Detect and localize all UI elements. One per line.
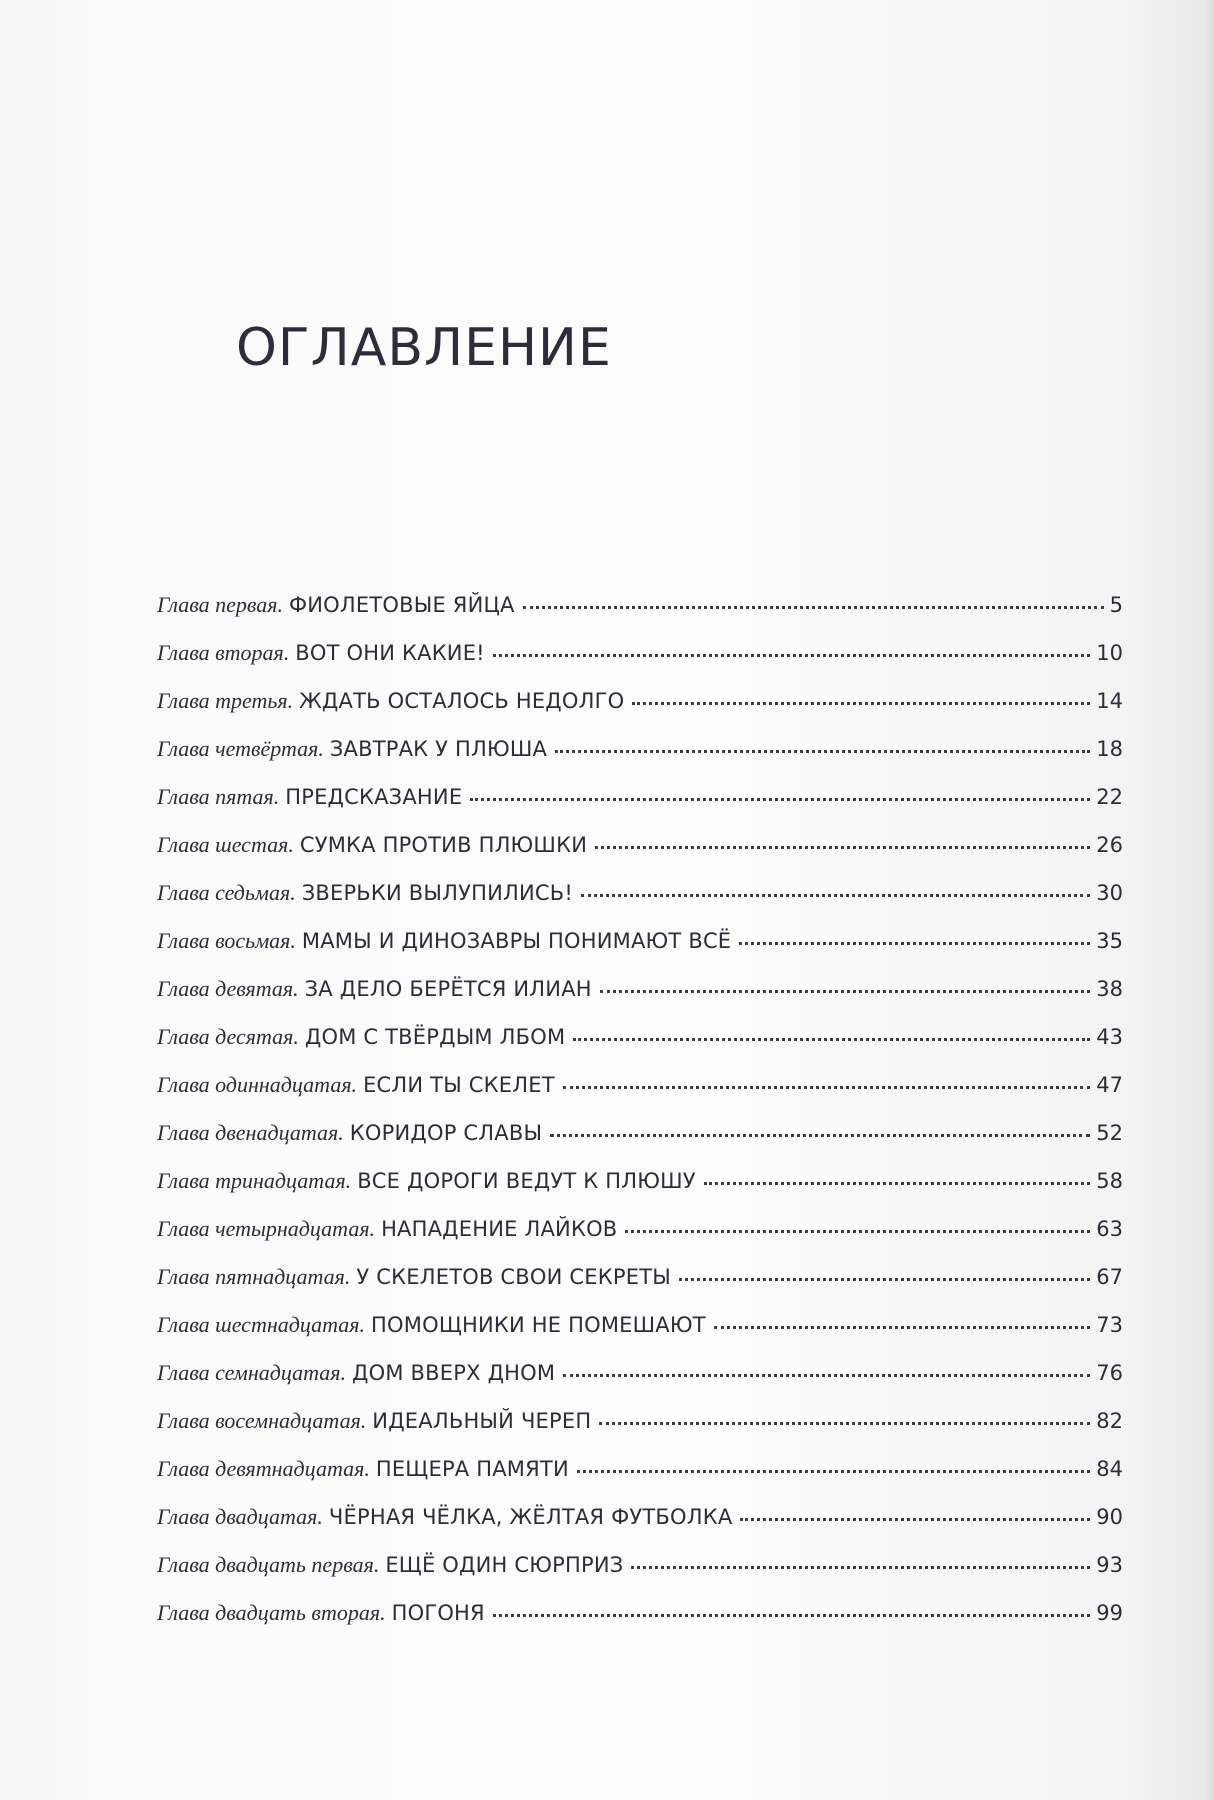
dot-leader [714,1326,1091,1329]
page-edge-shadow [1204,0,1214,1800]
page-number: 84 [1096,1457,1123,1481]
chapter-title: ДОМ С ТВЁРДЫМ ЛБОМ [304,1025,566,1049]
toc-entry [157,1552,1123,1600]
chapter-number: Глава двадцать первая. [157,1552,380,1577]
page-number: 30 [1096,881,1123,905]
dot-leader [563,1374,1090,1377]
dot-leader [573,1038,1090,1041]
chapter-number: Глава вторая. [157,640,290,665]
chapter-title: ПОГОНЯ [391,1601,485,1625]
chapter-title: ИДЕАЛЬНЫЙ ЧЕРЕП [372,1409,592,1433]
toc-entry [157,688,1123,736]
chapter-number: Глава двенадцатая. [157,1120,344,1145]
dot-leader [599,1422,1090,1425]
chapter-title: СУМКА ПРОТИВ ПЛЮШКИ [299,833,588,857]
dot-leader [563,1086,1091,1089]
page-number: 14 [1096,689,1123,713]
chapter-number: Глава тринадцатая. [157,1168,352,1193]
chapter-title: У СКЕЛЕТОВ СВОИ СЕКРЕТЫ [356,1265,671,1289]
toc-entry [157,1216,1123,1264]
toc-entry [157,880,1123,928]
page-number: 90 [1096,1505,1123,1529]
chapter-number: Глава восьмая. [157,928,296,953]
chapter-number: Глава шестая. [157,832,294,857]
dot-leader [679,1278,1090,1281]
chapter-title: ЕЩЁ ОДИН СЮРПРИЗ [385,1553,624,1577]
chapter-title: ЗВЕРЬКИ ВЫЛУПИЛИСЬ! [301,881,574,905]
toc-entry [157,1264,1123,1312]
chapter-title: ВСЕ ДОРОГИ ВЕДУТ К ПЛЮШУ [357,1169,696,1193]
chapter-title: ЗАВТРАК У ПЛЮША [329,737,548,761]
toc-entry [157,736,1123,784]
chapter-number: Глава двадцатая. [157,1504,323,1529]
chapter-number: Глава пятнадцатая. [157,1264,351,1289]
chapter-number: Глава одиннадцатая. [157,1072,358,1097]
page-number: 47 [1096,1073,1123,1097]
page-number: 52 [1096,1121,1123,1145]
toc-entry [157,1504,1123,1552]
dot-leader [470,798,1090,801]
chapter-number: Глава четырнадцатая. [157,1216,376,1241]
chapter-title: КОРИДОР СЛАВЫ [349,1121,543,1145]
dot-leader [600,990,1091,993]
dot-leader [493,1614,1090,1617]
chapter-number: Глава седьмая. [157,880,296,905]
toc-entry [157,976,1123,1024]
dot-leader [625,1230,1090,1233]
chapter-number: Глава восемнадцатая. [157,1408,367,1433]
toc-entry [157,1024,1123,1072]
page-number: 63 [1096,1217,1123,1241]
page-number: 43 [1096,1025,1123,1049]
chapter-title: ЧЁРНАЯ ЧЁЛКА, ЖЁЛТАЯ ФУТБОЛКА [328,1505,733,1529]
page-number: 58 [1096,1169,1123,1193]
dot-leader [740,1518,1090,1521]
page-number: 10 [1096,641,1123,665]
page-number: 5 [1109,593,1123,617]
chapter-number: Глава четвёртая. [157,736,324,761]
dot-leader [550,1134,1090,1137]
toc-entry [157,784,1123,832]
toc-entry [157,1168,1123,1216]
page-number: 82 [1096,1409,1123,1433]
page-number: 99 [1096,1601,1123,1625]
chapter-number: Глава пятая. [157,784,280,809]
dot-leader [577,1470,1090,1473]
dot-leader [555,750,1090,753]
chapter-title: ДОМ ВВЕРХ ДНОМ [352,1361,556,1385]
toc-entry [157,592,1123,640]
toc-entry [157,1120,1123,1168]
chapter-title: ПРЕДСКАЗАНИЕ [285,785,463,809]
page-number: 18 [1096,737,1123,761]
toc-entry [157,928,1123,976]
chapter-title: ЗА ДЕЛО БЕРЁТСЯ ИЛИАН [304,977,592,1001]
dot-leader [739,942,1090,945]
toc-entry [157,1072,1123,1120]
dot-leader [595,846,1090,849]
toc-entry [157,1360,1123,1408]
toc-entry [157,1456,1123,1504]
page-number: 73 [1096,1313,1123,1337]
chapter-number: Глава первая. [157,592,283,617]
toc-entry [157,1408,1123,1456]
chapter-title: ЖДАТЬ ОСТАЛОСЬ НЕДОЛГО [299,689,625,713]
chapter-number: Глава двадцать вторая. [157,1600,386,1625]
page-number: 76 [1096,1361,1123,1385]
page-number: 67 [1096,1265,1123,1289]
page-number: 26 [1096,833,1123,857]
page-number: 93 [1096,1553,1123,1577]
dot-leader [632,702,1090,705]
chapter-title: ВОТ ОНИ КАКИЕ! [295,641,485,665]
chapter-title: МАМЫ И ДИНОЗАВРЫ ПОНИМАЮТ ВСЁ [301,929,732,953]
chapter-title: ПЕЩЕРА ПАМЯТИ [375,1457,569,1481]
page-number: 22 [1096,785,1123,809]
chapter-title: ПОМОЩНИКИ НЕ ПОМЕШАЮТ [371,1313,706,1337]
chapter-number: Глава семнадцатая. [157,1360,347,1385]
toc-entry [157,1312,1123,1360]
chapter-number: Глава девятнадцатая. [157,1456,370,1481]
chapter-number: Глава третья. [157,688,294,713]
dot-leader [493,654,1090,657]
page-number: 35 [1096,929,1123,953]
toc-entry [157,640,1123,688]
toc-entry [157,1600,1123,1648]
chapter-title: НАПАДЕНИЕ ЛАЙКОВ [381,1217,618,1241]
dot-leader [631,1566,1090,1569]
page-number: 38 [1096,977,1123,1001]
chapter-number: Глава десятая. [157,1024,299,1049]
toc-entry [157,832,1123,880]
page-title: ОГЛАВЛЕНИЕ [236,318,612,378]
chapter-title: ФИОЛЕТОВЫЕ ЯЙЦА [289,593,515,617]
dot-leader [581,894,1090,897]
table-of-contents [157,592,1123,1648]
chapter-number: Глава шестнадцатая. [157,1312,366,1337]
dot-leader [523,606,1104,609]
chapter-number: Глава девятая. [157,976,299,1001]
dot-leader [704,1182,1090,1185]
chapter-title: ЕСЛИ ТЫ СКЕЛЕТ [363,1073,555,1097]
